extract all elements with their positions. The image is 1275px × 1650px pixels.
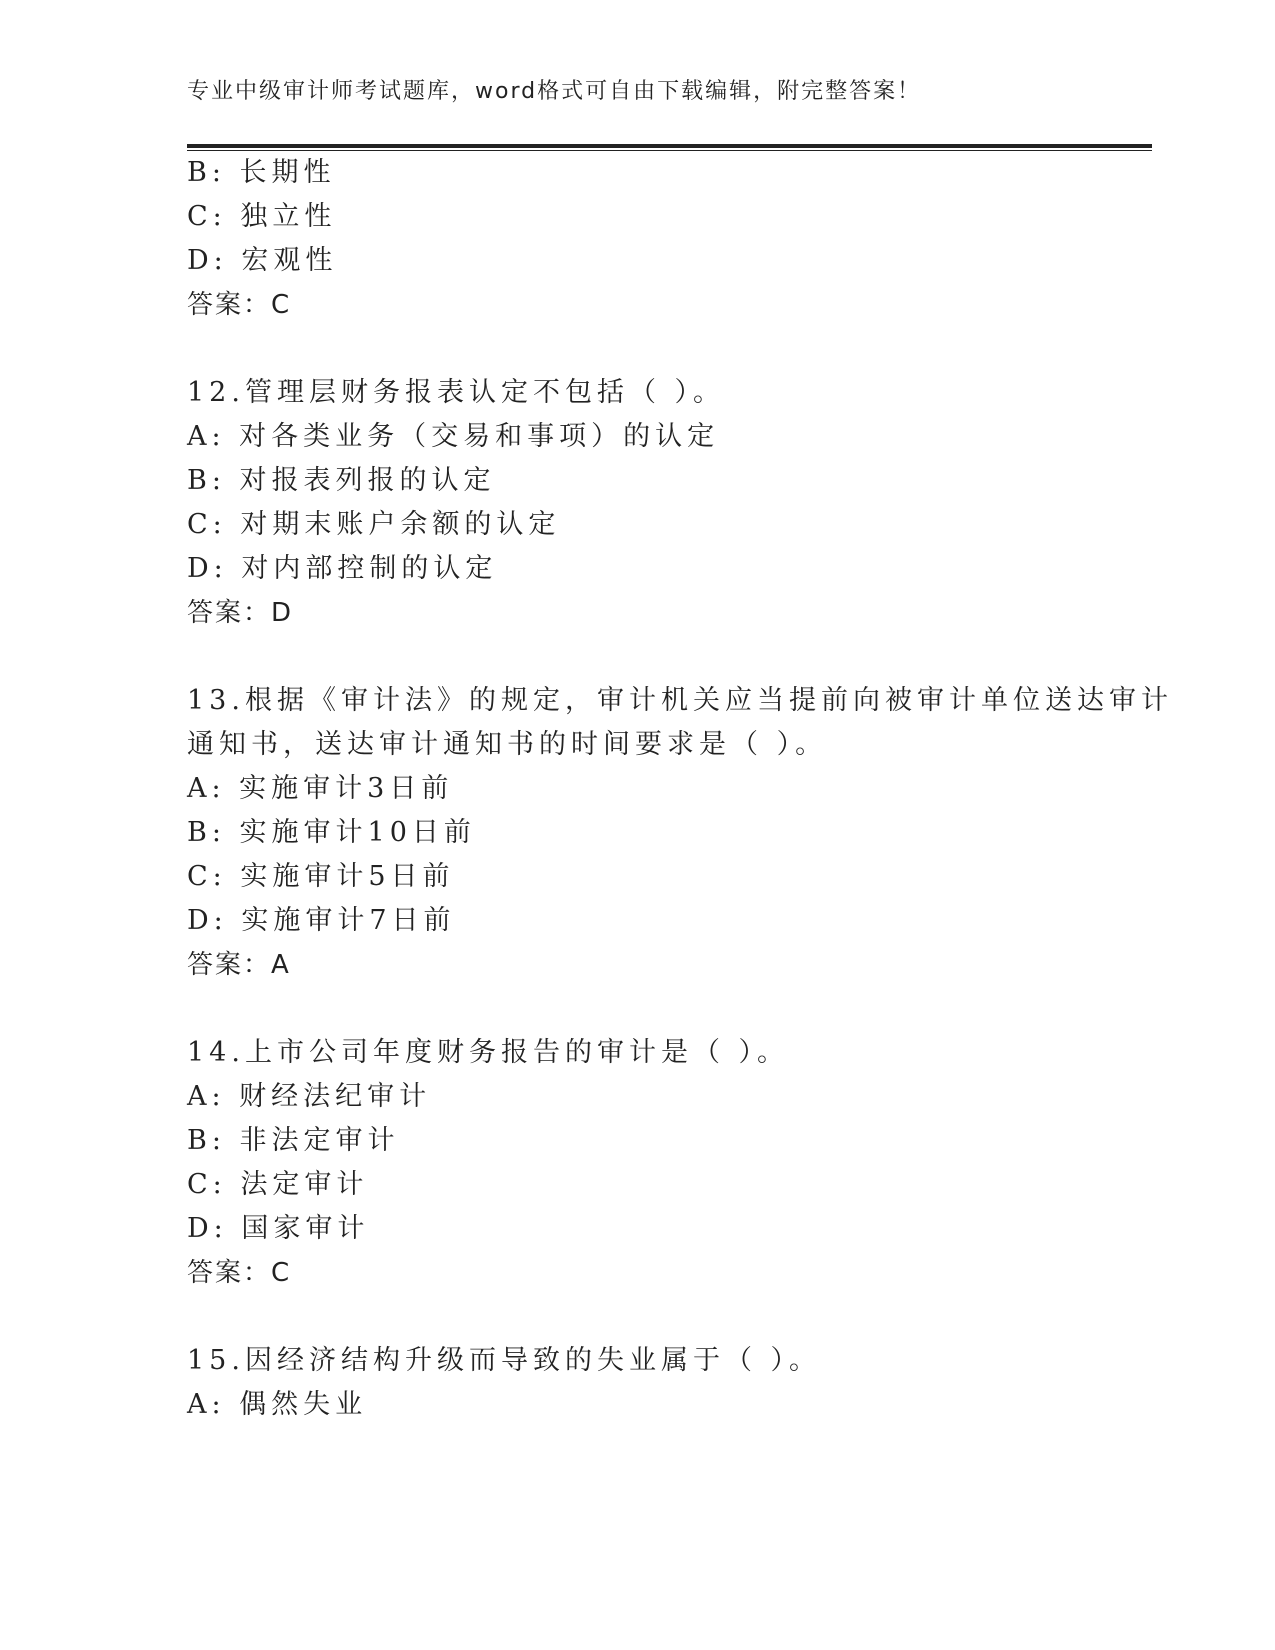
header-rule-thick [187, 144, 1152, 148]
answer: 答案：A [187, 950, 291, 980]
question-stem: 12.管理层财务报表认定不包括（ ）。 [187, 377, 726, 408]
option-c: C: 独立性 [187, 201, 337, 232]
question-stem-line-1: 13.根据《审计法》的规定，审计机关应当提前向被审计单位送达审计 [187, 685, 1173, 716]
option-d: D: 国家审计 [187, 1213, 370, 1244]
option-d: D: 宏观性 [187, 245, 338, 276]
option-b: B: 非法定审计 [187, 1125, 400, 1156]
option-a: A: 偶然失业 [187, 1389, 368, 1420]
answer: 答案：C [187, 1258, 292, 1288]
option-d: D: 对内部控制的认定 [187, 553, 498, 584]
option-a: A: 财经法纪审计 [187, 1081, 432, 1112]
option-c: C: 法定审计 [187, 1169, 369, 1200]
page-header: 专业中级审计师考试题库，word格式可自由下载编辑，附完整答案！ [187, 79, 922, 104]
question-stem-line-2: 通知书，送达审计通知书的时间要求是（ ）。 [187, 729, 828, 760]
option-c: C: 实施审计5日前 [187, 861, 455, 892]
option-a: A: 实施审计3日前 [187, 773, 454, 804]
option-d: D: 实施审计7日前 [187, 905, 456, 936]
header-rule-thin [187, 150, 1152, 151]
question-stem: 14.上市公司年度财务报告的审计是（ ）。 [187, 1037, 790, 1068]
option-a: A: 对各类业务（交易和事项）的认定 [187, 421, 720, 452]
answer: 答案：D [187, 598, 294, 628]
option-b: B: 对报表列报的认定 [187, 465, 496, 496]
question-stem: 15.因经济结构升级而导致的失业属于（ ）。 [187, 1345, 822, 1376]
option-c: C: 对期末账户余额的认定 [187, 509, 561, 540]
option-b: B: 长期性 [187, 157, 336, 188]
option-b: B: 实施审计10日前 [187, 817, 476, 848]
answer: 答案：C [187, 290, 292, 320]
